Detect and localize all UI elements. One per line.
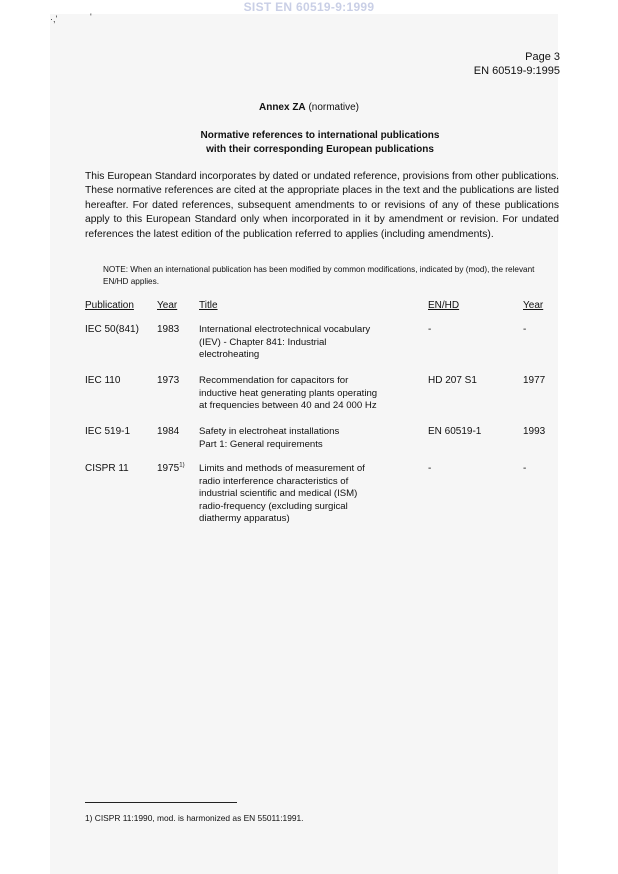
title-line: Limits and methods of measurement of: [199, 463, 365, 474]
header-enhd: EN/HD: [428, 300, 460, 311]
intro-paragraph: This European Standard incorporates by dated or undated reference, provisions from other publications. These normative references are cited at the appropriate places in the text and the publications are listed hereafter. For dated references, subsequent amendments to or revisions of any of these publications apply to this European Standard only when incorporated in it by amendment or revision. For undated references the latest edition of the publication referred to applies (including amendments).: [85, 171, 559, 240]
cell-year-2: -: [523, 324, 527, 335]
document-id: EN 60519-9:1995: [473, 65, 560, 77]
cell-publication: IEC 110: [85, 375, 121, 386]
title-line: International electrotechnical vocabulary: [199, 324, 371, 335]
annex-label: Annex ZA: [258, 102, 306, 113]
cell-title: [199, 463, 419, 526]
header-title: Title: [199, 300, 218, 311]
footnote-divider: [85, 802, 237, 803]
scan-speck: ·,': [50, 14, 58, 24]
title-line: Safety in electroheat installations: [199, 426, 340, 437]
title-line: radio-frequency (excluding surgical: [199, 500, 348, 512]
note-paragraph: NOTE: When an international publication has been modified by common modifications, indicated by (mod), the relevant EN/HD applies.: [103, 265, 535, 286]
cell-title: [199, 375, 424, 413]
section-heading: [0, 129, 618, 157]
title-line: industrial scientific and medical (ISM): [199, 488, 358, 500]
cell-publication: IEC 519-1: [85, 426, 131, 437]
footnote: 1) CISPR 11:1990, mod. is harmonized as EN 55011:1991.: [85, 813, 304, 823]
title-line: diathermy apparatus): [199, 513, 290, 525]
title-line: at frequencies between 40 and 24 000 Hz: [199, 400, 377, 412]
header-year: Year: [157, 300, 178, 311]
cell-year-2: 1977: [523, 375, 546, 386]
footnote-marker: 1): [179, 462, 185, 469]
cell-title: [199, 324, 419, 362]
cell-year: 1984: [157, 426, 180, 437]
page-header: [474, 50, 560, 78]
cell-year-2: -: [523, 463, 527, 474]
cell-enhd: HD 207 S1: [428, 375, 477, 386]
cell-year: 1983: [157, 324, 180, 335]
heading-line-2: with their corresponding European publications: [206, 144, 434, 155]
title-line: inductive heat generating plants operating: [199, 387, 378, 399]
annex-kind: (normative): [308, 102, 360, 113]
cell-year: [157, 463, 185, 476]
title-line: radio interference characteristics of: [199, 475, 349, 487]
page-number: Page 3: [525, 51, 560, 63]
title-line: Part 1: General requirements: [199, 438, 323, 450]
heading-line-1: Normative references to international publications: [200, 130, 440, 141]
header-publication: Publication: [85, 300, 134, 311]
annex-title: [0, 102, 618, 113]
cell-enhd: -: [428, 324, 432, 335]
cell-enhd: -: [428, 463, 432, 474]
cell-year-2: 1993: [523, 426, 546, 437]
cell-enhd: EN 60519-1: [428, 426, 482, 437]
cell-title: [199, 426, 419, 451]
scan-speck: ': [90, 12, 92, 22]
cell-publication: IEC 50(841): [85, 324, 139, 335]
cell-publication: CISPR 11: [85, 463, 129, 474]
watermark: SIST EN 60519-9:1999: [243, 0, 375, 14]
year-value: 1975: [157, 463, 180, 474]
cell-year: 1973: [157, 375, 180, 386]
title-line: (IEV) - Chapter 841: Industrial: [199, 336, 327, 348]
header-year-2: Year: [523, 300, 544, 311]
title-line: Recommendation for capacitors for: [199, 375, 349, 386]
title-line: electroheating: [199, 349, 260, 361]
